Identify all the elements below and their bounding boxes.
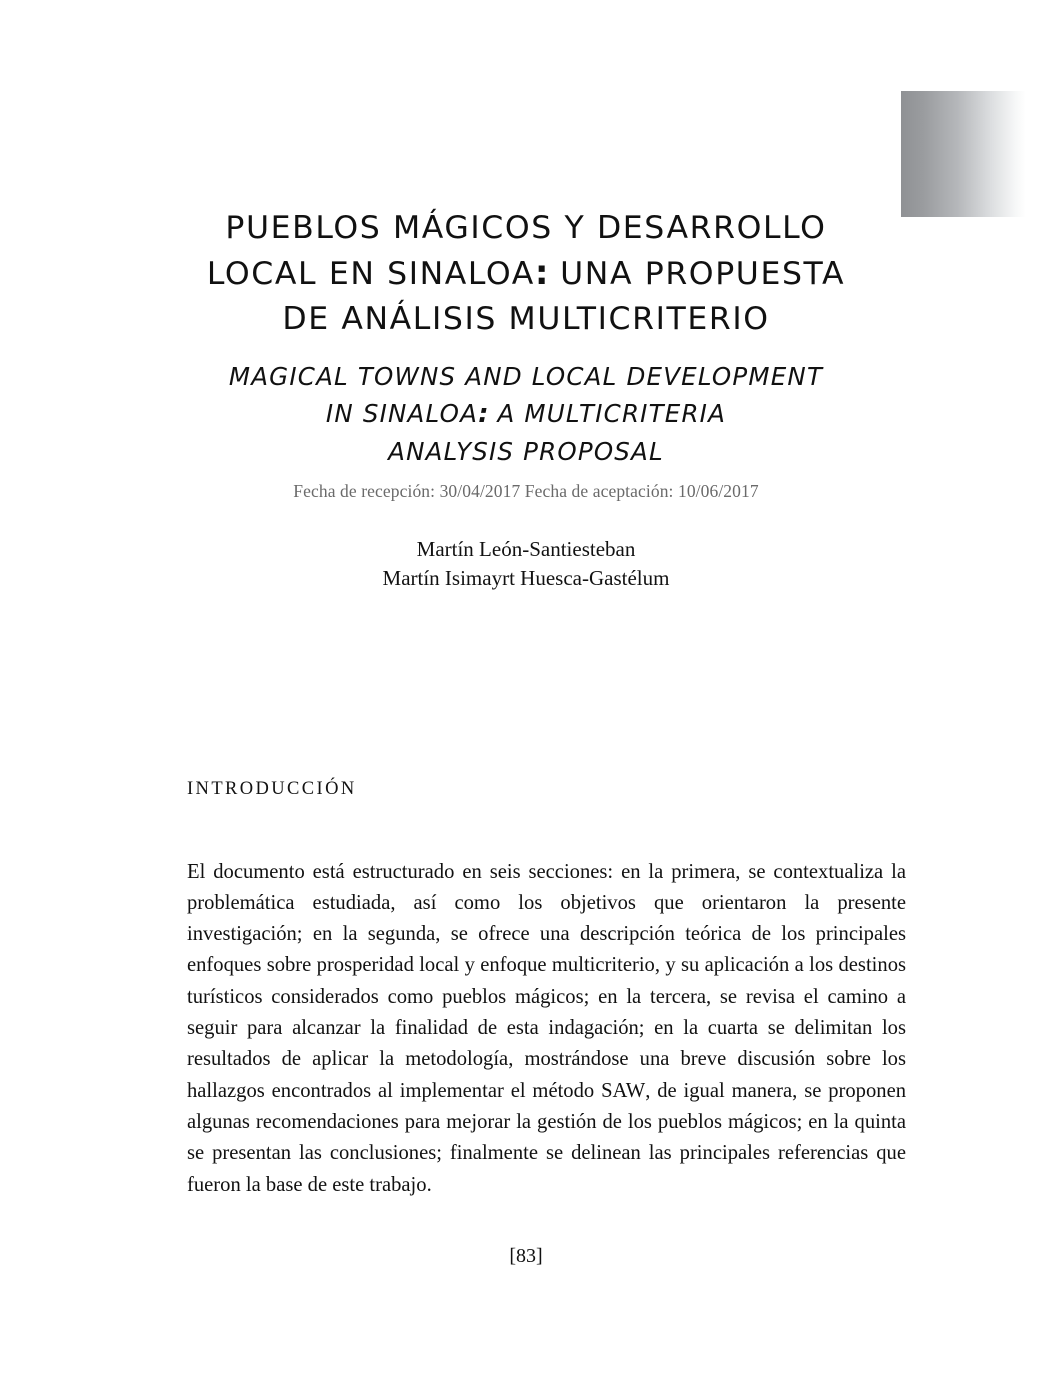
title-en-line-2 xyxy=(0,395,1052,433)
title-en-line-1: MAGICAL TOWNS AND LOCAL DEVELOPMENT xyxy=(228,362,824,391)
title-en-line-2-a: IN SINALOA xyxy=(325,399,479,428)
article-title-english xyxy=(0,358,1052,470)
title-es-colon: : xyxy=(534,253,549,293)
author-list xyxy=(0,535,1052,593)
body-text-part-2: , de igual manera, se proponen algunas recomendaciones para mejorar la gestión de los pueblos mágicos; en la quinta se presentan las conclusiones; finalmente se delinean las principales referencias que fueron la base de este trabajo. xyxy=(187,1079,907,1196)
corner-gradient-decoration xyxy=(901,91,1026,217)
author-name-1: Martín León-Santiesteban xyxy=(416,537,636,561)
author-name-2: Martín Isimayrt Huesca-Gastélum xyxy=(382,566,670,590)
title-es-line-2-a: LOCAL EN SINALOA xyxy=(206,256,535,292)
title-en-line-3: ANALYSIS PROPOSAL xyxy=(388,437,664,466)
title-es-line-3: DE ANÁLISIS MULTICRITERIO xyxy=(282,301,770,337)
page-number: [83] xyxy=(509,1245,543,1267)
title-en-line-2-b: A MULTICRITERIA xyxy=(488,399,727,428)
body-paragraph xyxy=(187,857,906,1201)
body-text-part-1: El documento está estructurado en seis secciones: en la primera, se contextualiza la problemática estudiada, así como los objetivos que orientaron la presente investigación; en la segunda, se ofrece una descripción teórica de los principales enfoques sobre prosperidad local y enfoque multicriterio, y su aplicación a los destinos turísticos considerados como pueblos mágicos; en la tercera, se revisa el camino a seguir para alcanzar la finalidad de esta indagación; en la cuarta se delimitan los resultados de aplicar la metodología, mostrándose una breve discusión sobre los hallazgos encontrados al implementar el método xyxy=(187,860,906,1102)
title-es-line-2 xyxy=(0,251,1052,297)
article-title-spanish xyxy=(0,206,1052,342)
reception-acceptance-dates: Fecha de recepción: 30/04/2017 Fecha de aceptación: 10/06/2017 xyxy=(293,481,759,501)
title-es-line-2-b: UNA PROPUESTA xyxy=(548,256,846,292)
page-title xyxy=(0,206,1052,342)
title-es-line-1: PUEBLOS MÁGICOS Y DESARROLLO xyxy=(225,210,827,246)
body-acronym-saw: SAW xyxy=(601,1079,646,1102)
title-en-colon: : xyxy=(478,399,489,429)
section-heading-introduccion: INTRODUCCIÓN xyxy=(187,779,357,799)
